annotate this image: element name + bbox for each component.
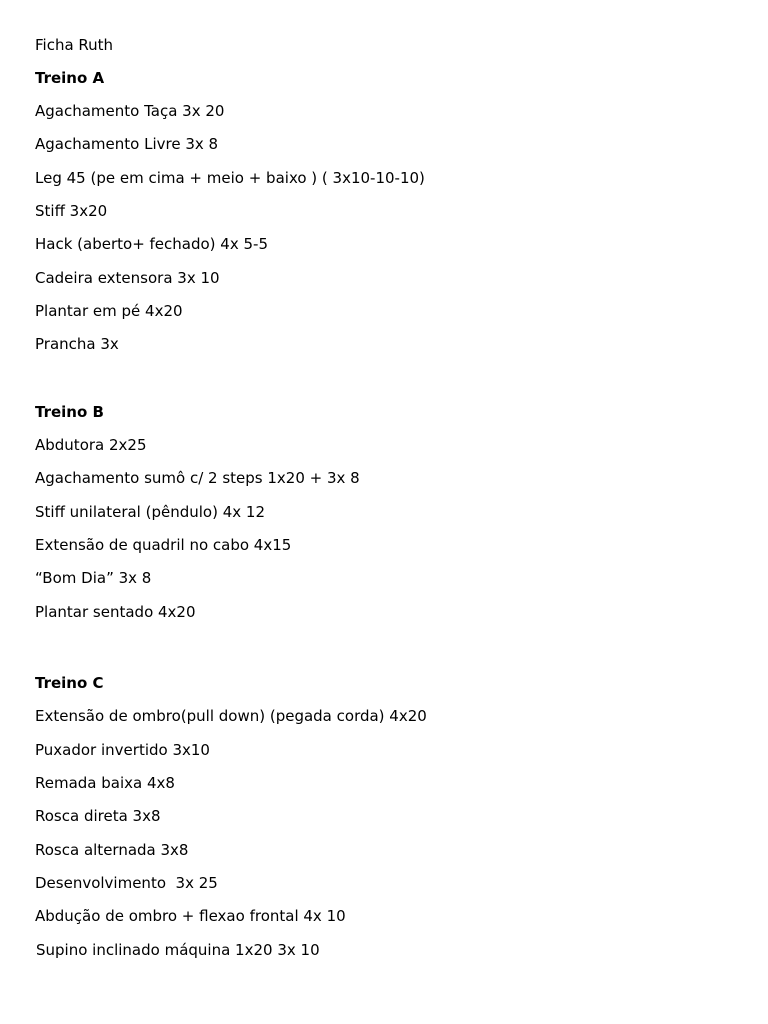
exercise-line: Rosca direta 3x8 [35,807,161,825]
exercise-line: Hack (aberto+ fechado) 4x 5-5 [35,235,268,253]
exercise-line: Puxador invertido 3x10 [35,741,210,759]
exercise-line: “Bom Dia” 3x 8 [35,569,152,587]
section-heading-treino-a: Treino A [35,69,105,87]
exercise-line: Desenvolvimento 3x 25 [35,874,218,892]
exercise-line: Agachamento Taça 3x 20 [35,102,225,120]
exercise-line: Abdutora 2x25 [35,436,147,454]
exercise-line: Stiff 3x20 [35,202,108,220]
exercise-line: Extensão de ombro(pull down) (pegada corda) 4x20 [35,707,427,725]
exercise-line: Remada baixa 4x8 [35,774,175,792]
exercise-line: Extensão de quadril no cabo 4x15 [35,536,292,554]
section-heading-treino-b: Treino B [35,403,104,421]
exercise-line: Supino inclinado máquina 1x20 3x 10 [36,941,320,959]
exercise-line: Agachamento Livre 3x 8 [35,135,219,153]
exercise-line: Stiff unilateral (pêndulo) 4x 12 [35,503,265,521]
exercise-line: Prancha 3x [35,335,119,353]
exercise-line: Leg 45 (pe em cima + meio + baixo ) ( 3x10-10-10) [35,169,425,187]
exercise-line: Rosca alternada 3x8 [35,841,189,859]
section-heading-treino-c: Treino C [35,674,104,692]
exercise-line: Plantar sentado 4x20 [35,603,196,621]
exercise-line: Plantar em pé 4x20 [35,302,183,320]
exercise-line: Abdução de ombro + flexao frontal 4x 10 [35,907,346,925]
document-title: Ficha Ruth [35,36,114,54]
exercise-line: Cadeira extensora 3x 10 [35,269,220,287]
exercise-line: Agachamento sumô c/ 2 steps 1x20 + 3x 8 [35,469,360,487]
